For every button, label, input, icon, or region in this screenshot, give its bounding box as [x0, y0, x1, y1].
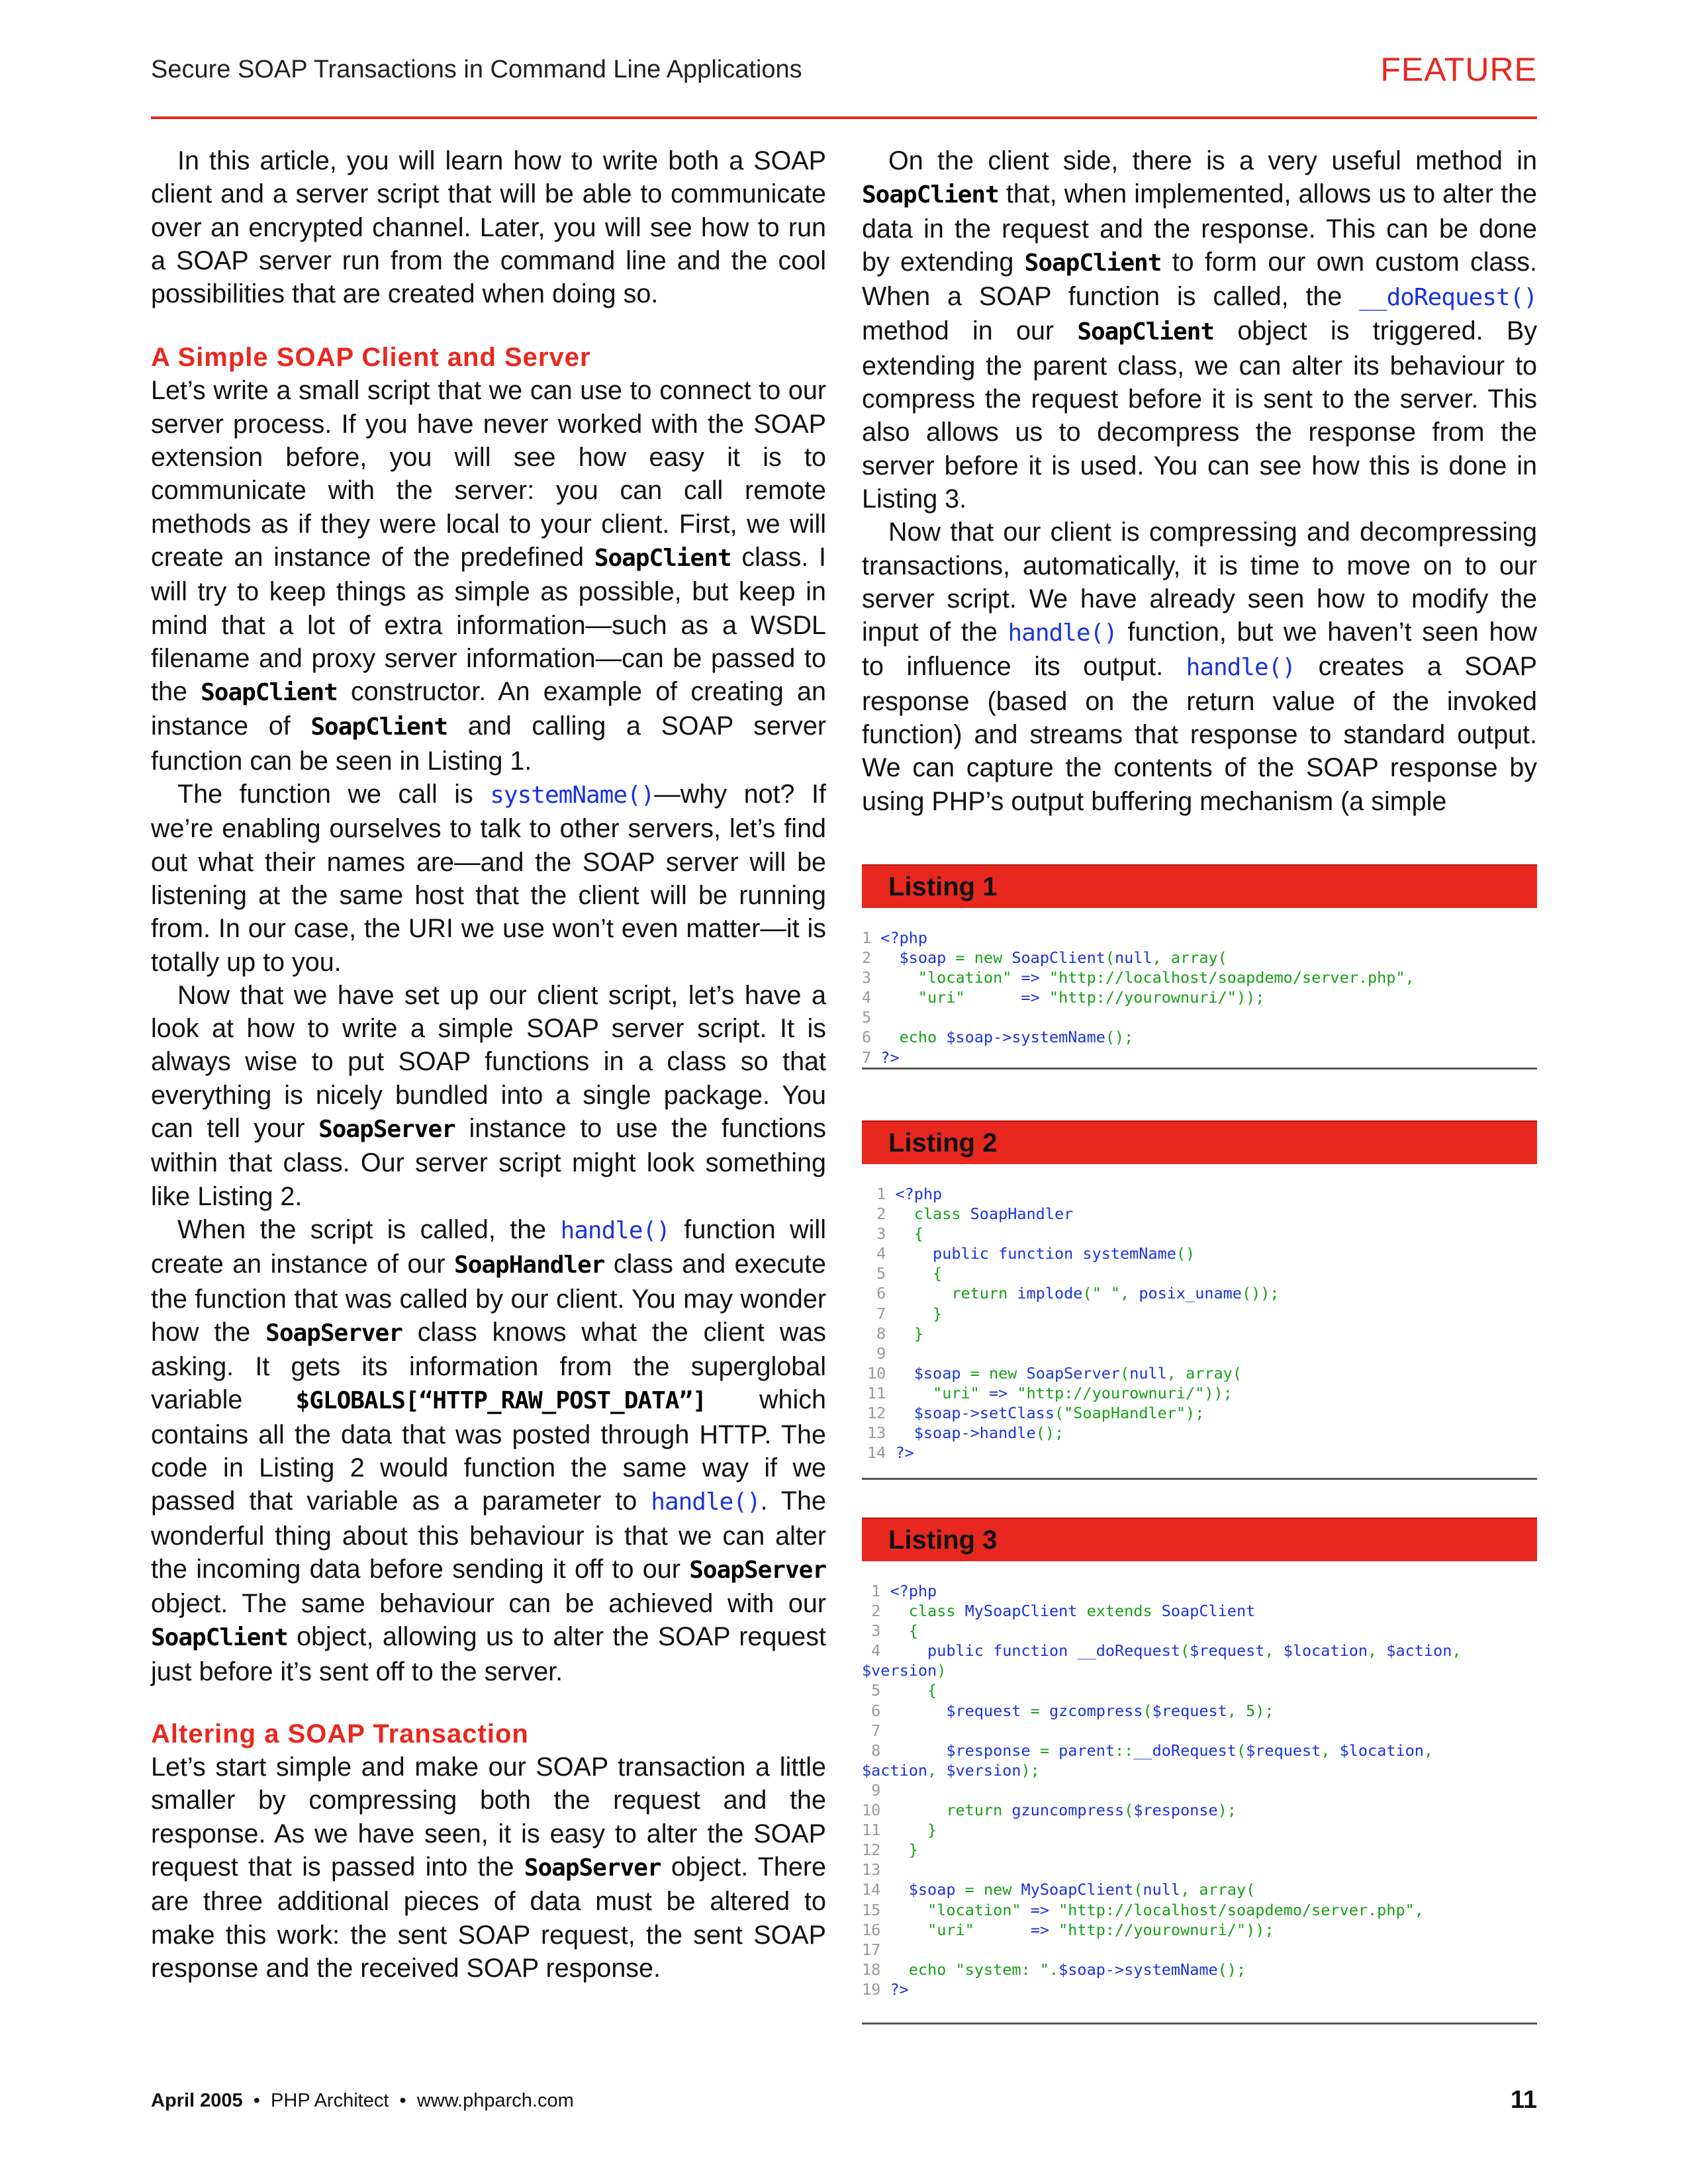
paragraph: The function we call is systemName()—why not? If we’re enabling ourselves to talk to other servers, let’s find out what their names are—and the SOAP server will be listening at the same host that the client will be running from. In our case, the URI we use won’t even matter—it is totally up to you.	[151, 780, 826, 977]
code-term: SoapClient	[151, 1624, 288, 1652]
listing-title: Listing 2	[862, 1120, 1537, 1164]
code-block: 1 <?php 2 $soap = new SoapClient(null, array( 3 "location" => "http://localhost/soapdemo/server.php", 4 "uri" => "http://yourownuri/")); 5 6 echo $soap->systemName(); 7 ?>	[862, 929, 1415, 1067]
code-block: 1 <?php 2 class SoapHandler 3 { 4 public function systemName() 5 { 6 return implode(" ", posix_uname()); 7 } 8 } 9 10 $soap = new SoapServer(null, array( 11 "uri" => "http://yourownuri/")); 12 $soap->setClass("SoapHandler"); 13 $soap->handle(); 14 ?>	[867, 1185, 1280, 1463]
listing-title: Listing 3	[862, 1518, 1537, 1561]
website-link: www.phparch.com	[416, 2090, 574, 2111]
paragraph: Now that we have set up our client script, let’s have a look at how to write a simple SOAP server script. It is always wise to put SOAP functions in a class so that everything is nicely bundled into a single package. You can tell your SoapServer instance to use the functions within that class. Our server script might look something like Listing 2.	[151, 980, 826, 1211]
code-term: SoapServer	[318, 1116, 455, 1144]
code-term: handle()	[560, 1216, 670, 1244]
paragraph: Let’s start simple and make our SOAP transaction a little smaller by compressing both the request and the response. As we have seen, it is easy to alter the SOAP request that is passed into the SoapServer object. There are three additional pieces of data must be altered to make this work: the sent SOAP request, the sent SOAP response and the received SOAP response.	[151, 1752, 826, 1983]
code-term: handle()	[1186, 654, 1296, 682]
footer-info: April 2005 • PHP Architect • www.phparch.com	[151, 2090, 574, 2111]
listing-rule	[862, 1068, 1537, 1069]
section-heading: A Simple SOAP Client and Server	[151, 343, 591, 373]
section-label: FEATURE	[1380, 51, 1537, 88]
right-column	[862, 144, 1537, 818]
section-heading: Altering a SOAP Transaction	[151, 1719, 529, 1749]
listing-title: Listing 1	[862, 864, 1537, 908]
paragraph: Let’s write a small script that we can use to connect to our server process. If you have never worked with the SOAP extension before, you will see how easy it is to communicate with the server: you can call remote methods as if they were local to your client. First, we will create an instance of the predefined SoapClient class. I will try to keep things as simple as possible, but keep in mind that a lot of extra information—such as a WSDL filename and proxy server information—can be passed to the SoapClient constructor. An example of creating an instance of SoapClient and calling a SOAP server function can be seen in Listing 1.	[151, 376, 827, 776]
issue-date: April 2005	[151, 2090, 243, 2111]
listing-1	[862, 864, 1537, 1069]
paragraph: When the script is called, the handle() function will create an instance of our SoapHandler class and execute the function that was called by our client. You may wonder how the SoapServer class knows what the client was asking. It gets its information from the superglobal variable $GLOBALS[“HTTP_RAW_POST_DATA”] which contains all the data that was posted through HTTP. The code in Listing 2 would function the same way if we passed that variable as a parameter to handle(). The wonderful thing about this behaviour is that we can alter the incoming data before sending it off to our SoapServer object. The same behaviour can be achieved with our SoapClient object, allowing us to alter the SOAP request just before it’s sent off to the server.	[151, 1214, 826, 1686]
code-term: SoapClient	[594, 544, 731, 572]
listing-3	[862, 1518, 1537, 2025]
code-term: SoapServer	[689, 1556, 826, 1584]
publication: PHP Architect	[271, 2090, 389, 2111]
page-header	[151, 51, 1537, 116]
code-term: SoapClient	[310, 713, 448, 741]
page-number: 11	[1510, 2086, 1537, 2114]
listing-rule	[862, 2023, 1537, 2025]
paragraph: Now that our client is compressing and decompressing transactions, automatically, it is time to move on to our server script. We have already seen how to modify the input of the handle() function, but we haven’t seen how to influence its output. handle() creates a SOAP response (based on the return value of the invoked function) and streams that response to standard output. We can capture the contents of the SOAP response by using PHP’s output buffering mechanism (a simple	[862, 518, 1538, 816]
code-term: SoapClient	[862, 181, 999, 209]
code-term: SoapClient	[1024, 249, 1162, 277]
running-title: Secure SOAP Transactions in Command Line Applications	[151, 56, 802, 83]
code-term: $GLOBALS[“HTTP_RAW_POST_DATA”]	[295, 1387, 706, 1415]
listing-rule	[862, 1478, 1537, 1480]
page-footer	[151, 2086, 1537, 2123]
header-rule	[151, 116, 1537, 119]
code-term: __doRequest()	[1359, 284, 1537, 312]
code-term: SoapClient	[1077, 318, 1215, 346]
code-term: SoapHandler	[454, 1251, 605, 1279]
code-term: handle()	[651, 1488, 761, 1516]
listing-2	[862, 1120, 1537, 1480]
code-term: handle()	[1008, 619, 1117, 647]
code-block: 1 <?php 2 class MySoapClient extends SoapClient 3 { 4 public function __doRequest($request, $location, $action, $version) 5 { 6 $request = gzcompress($request, 5); 7 8 $response = parent::__doRequest($request, $location, $action, $version); 9 10 return gzuncompress($response); 11 } 12 } 13 14 $soap = new MySoapClient(null, array( 15 "location" => "http://localhost/soapdemo/server.php", 16 "uri" => "http://yourownuri/")); 17 18 echo "system: ".$soap->systemName(); 19 ?>	[862, 1582, 1462, 1999]
code-term: SoapServer	[265, 1319, 402, 1347]
left-column	[151, 144, 826, 1985]
paragraph: On the client side, there is a very useful method in SoapClient that, when implemented, allows us to alter the data in the request and the response. This can be done by extending SoapClient to form our own custom class. When a SOAP function is called, the __doRequest() method in our SoapClient object is triggered. By extending the parent class, we can alter its behaviour to compress the request before it is sent to the server. This also allows us to decompress the response from the server before it is used. You can see how this is done in Listing 3.	[862, 146, 1537, 514]
code-term: systemName()	[490, 782, 655, 809]
paragraph: In this article, you will learn how to write both a SOAP client and a server script that will be able to communicate over an encrypted channel. Later, you will see how to run a SOAP server run from the command line and the cool possibilities that are created when doing so.	[151, 146, 826, 309]
code-term: SoapClient	[201, 679, 338, 707]
code-term: SoapServer	[524, 1854, 661, 1882]
